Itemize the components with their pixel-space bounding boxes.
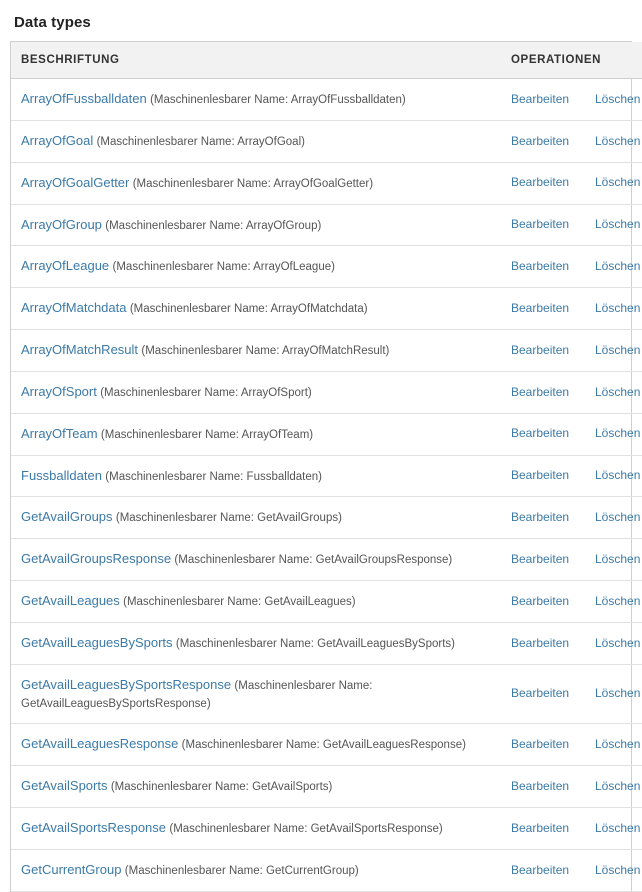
data-type-machine-name: (Maschinenlesbarer Name: ArrayOfFussballdaten) (150, 94, 406, 106)
edit-link[interactable]: Bearbeiten (511, 91, 570, 106)
data-type-label-cell (11, 766, 501, 808)
operations-cell (501, 539, 642, 581)
edit-link[interactable]: Bearbeiten (511, 426, 570, 441)
data-type-name: GetAvailGroupsResponse (21, 551, 172, 567)
data-type-label-cell (11, 664, 501, 724)
delete-link[interactable]: Löschen (595, 259, 641, 274)
edit-link[interactable]: Bearbeiten (511, 552, 570, 566)
operations-cell (501, 664, 642, 724)
edit-link[interactable]: Bearbeiten (511, 593, 570, 608)
table-row (11, 204, 642, 246)
data-type-label-cell (11, 455, 501, 497)
edit-link[interactable]: Bearbeiten (511, 737, 570, 752)
operations-cell (501, 808, 642, 850)
edit-link[interactable]: Bearbeiten (511, 468, 570, 483)
table-row (11, 413, 642, 455)
operations-cell (501, 204, 642, 246)
table-row (11, 766, 642, 808)
operations-cell (501, 766, 642, 808)
table-row (11, 162, 642, 204)
operations-cell (501, 79, 642, 121)
operations-cell (501, 455, 642, 497)
delete-link[interactable]: Löschen (595, 426, 641, 441)
delete-link[interactable]: Löschen (595, 862, 641, 877)
delete-link[interactable]: Löschen (595, 468, 641, 483)
data-type-label-cell (11, 539, 501, 581)
edit-link[interactable]: Bearbeiten (511, 778, 570, 793)
page-title: Data types (14, 14, 91, 31)
data-type-machine-name: (Maschinenlesbarer Name: GetAvailSportsResponse) (169, 823, 443, 836)
table-row (11, 246, 642, 288)
data-type-label-cell (11, 330, 501, 372)
delete-link[interactable]: Löschen (595, 510, 641, 525)
table-row (11, 622, 642, 664)
operations-cell (501, 162, 642, 204)
delete-link[interactable]: Löschen (595, 342, 641, 357)
data-type-machine-name: (Maschinenlesbarer Name: ArrayOfMatchdata) (129, 303, 368, 316)
data-type-machine-name: (Maschinenlesbarer Name: Fussballdaten) (105, 470, 322, 483)
table-row (11, 808, 642, 850)
operations-cell (501, 622, 642, 664)
table-row (11, 371, 642, 413)
delete-link[interactable]: Löschen (595, 686, 641, 701)
delete-link[interactable]: Löschen (595, 593, 641, 608)
delete-link[interactable]: Löschen (595, 778, 641, 793)
delete-link[interactable]: Löschen (595, 175, 641, 190)
data-type-machine-name: (Maschinenlesbarer Name: ArrayOfLeague) (112, 261, 335, 274)
column-header-operations: OPERATIONEN (501, 42, 642, 79)
column-header-label: BESCHRIFTUNG (11, 42, 501, 79)
table-row (11, 120, 642, 162)
data-type-machine-name: (Maschinenlesbarer Name: ArrayOfGoalGetter) (132, 177, 374, 190)
table-row (11, 330, 642, 372)
operations-cell (501, 246, 642, 288)
data-type-label-cell (11, 808, 501, 850)
operations-cell (501, 413, 642, 455)
edit-link[interactable]: Bearbeiten (511, 384, 570, 399)
data-type-machine-name: (Maschinenlesbarer Name: GetAvailGroupsResponse) (174, 554, 453, 567)
delete-link[interactable]: Löschen (595, 300, 641, 315)
data-type-machine-name: (Maschinenlesbarer Name: ArrayOfGoal) (96, 135, 305, 148)
data-type-machine-name: (Maschinenlesbarer Name: GetCurrentGroup) (124, 864, 359, 877)
data-type-name: ArrayOfGroup (21, 216, 102, 232)
table-body (11, 79, 642, 892)
data-type-machine-name: (Maschinenlesbarer Name: ArrayOfTeam) (100, 428, 314, 441)
table-row (11, 288, 642, 330)
delete-link[interactable]: Löschen (595, 133, 641, 148)
data-type-label-cell (11, 246, 501, 288)
data-type-name: ArrayOfMatchdata (21, 300, 127, 316)
data-type-label-cell (11, 371, 501, 413)
data-type-label-cell (11, 581, 501, 623)
data-type-name: ArrayOfFussballdaten (21, 91, 147, 106)
data-type-machine-name: (Maschinenlesbarer Name: GetAvailSports) (110, 781, 333, 794)
delete-link[interactable]: Löschen (595, 635, 641, 650)
edit-link[interactable]: Bearbeiten (511, 635, 570, 650)
operations-cell (501, 120, 642, 162)
data-type-name: ArrayOfGoalGetter (21, 174, 130, 190)
data-type-machine-name: (Maschinenlesbarer Name: GetAvailGroups) (115, 512, 342, 525)
table-row (11, 849, 642, 891)
data-type-machine-name: (Maschinenlesbarer Name: ArrayOfMatchResult) (141, 345, 390, 358)
delete-link[interactable]: Löschen (595, 552, 641, 566)
data-type-name: ArrayOfGoal (21, 132, 94, 148)
delete-link[interactable]: Löschen (595, 384, 641, 399)
operations-cell (501, 371, 642, 413)
table-row (11, 455, 642, 497)
data-type-name: GetAvailSportsResponse (21, 820, 167, 836)
table-row (11, 79, 642, 121)
delete-link[interactable]: Löschen (595, 820, 641, 835)
data-type-name: GetAvailLeaguesBySports (21, 634, 173, 650)
edit-link[interactable]: Bearbeiten (511, 259, 570, 274)
data-type-name: ArrayOfLeague (21, 258, 110, 274)
operations-cell (501, 581, 642, 623)
edit-link[interactable]: Bearbeiten (511, 342, 570, 357)
data-type-label-cell (11, 79, 501, 121)
data-type-name: Fussballdaten (21, 467, 102, 483)
edit-link[interactable]: Bearbeiten (511, 133, 570, 148)
data-type-label-cell (11, 413, 501, 455)
data-type-name: GetAvailLeaguesBySportsResponse (21, 676, 232, 692)
edit-link[interactable]: Bearbeiten (511, 217, 570, 232)
data-type-machine-name: (Maschinenlesbarer Name: GetAvailLeaguesResponse) (181, 739, 466, 752)
delete-link[interactable]: Löschen (595, 91, 641, 106)
data-type-label-cell (11, 497, 501, 539)
data-type-name: ArrayOfSport (21, 383, 97, 399)
data-type-label-cell (11, 724, 501, 766)
data-type-label-cell (11, 849, 501, 891)
operations-cell (501, 330, 642, 372)
table-header-row (11, 42, 642, 79)
data-type-machine-name: (Maschinenlesbarer Name: ArrayOfSport) (100, 386, 312, 399)
delete-link[interactable]: Löschen (595, 217, 641, 232)
table-row (11, 664, 642, 724)
data-type-name: ArrayOfMatchResult (21, 342, 139, 358)
table-row (11, 497, 642, 539)
data-type-name: GetAvailLeagues (21, 593, 120, 609)
operations-cell (501, 724, 642, 766)
operations-cell (501, 288, 642, 330)
data-type-machine-name: (Maschinenlesbarer Name: GetAvailLeagues) (123, 596, 356, 609)
data-type-label-cell (11, 204, 501, 246)
operations-cell (501, 849, 642, 891)
operations-cell (501, 497, 642, 539)
data-type-label-cell (11, 288, 501, 330)
edit-link[interactable]: Bearbeiten (511, 300, 570, 315)
data-types-table-container (10, 41, 641, 892)
data-type-machine-name: (Maschinenlesbarer Name: GetAvailLeaguesBySportsResponse) (21, 679, 373, 710)
data-type-label-cell (11, 120, 501, 162)
data-types-table (11, 42, 642, 892)
data-type-machine-name: (Maschinenlesbarer Name: ArrayOfGroup) (105, 219, 322, 232)
edit-link[interactable]: Bearbeiten (511, 820, 570, 835)
edit-link[interactable]: Bearbeiten (511, 175, 570, 190)
data-type-name: GetAvailLeaguesResponse (21, 736, 179, 752)
data-type-machine-name: (Maschinenlesbarer Name: GetAvailLeaguesBySports) (175, 637, 455, 650)
data-type-name: ArrayOfTeam (21, 425, 98, 441)
edit-link[interactable]: Bearbeiten (511, 862, 570, 877)
data-type-name: GetAvailSports (21, 778, 108, 794)
edit-link[interactable]: Bearbeiten (511, 686, 570, 701)
table-row (11, 539, 642, 581)
table-row (11, 581, 642, 623)
data-type-name: GetAvailGroups (21, 509, 113, 525)
table-row (11, 724, 642, 766)
data-type-name: GetCurrentGroup (21, 861, 122, 877)
data-type-label-cell (11, 162, 501, 204)
table-header (11, 42, 642, 79)
data-type-label-cell (11, 622, 501, 664)
delete-link[interactable]: Löschen (595, 737, 641, 752)
edit-link[interactable]: Bearbeiten (511, 510, 570, 525)
